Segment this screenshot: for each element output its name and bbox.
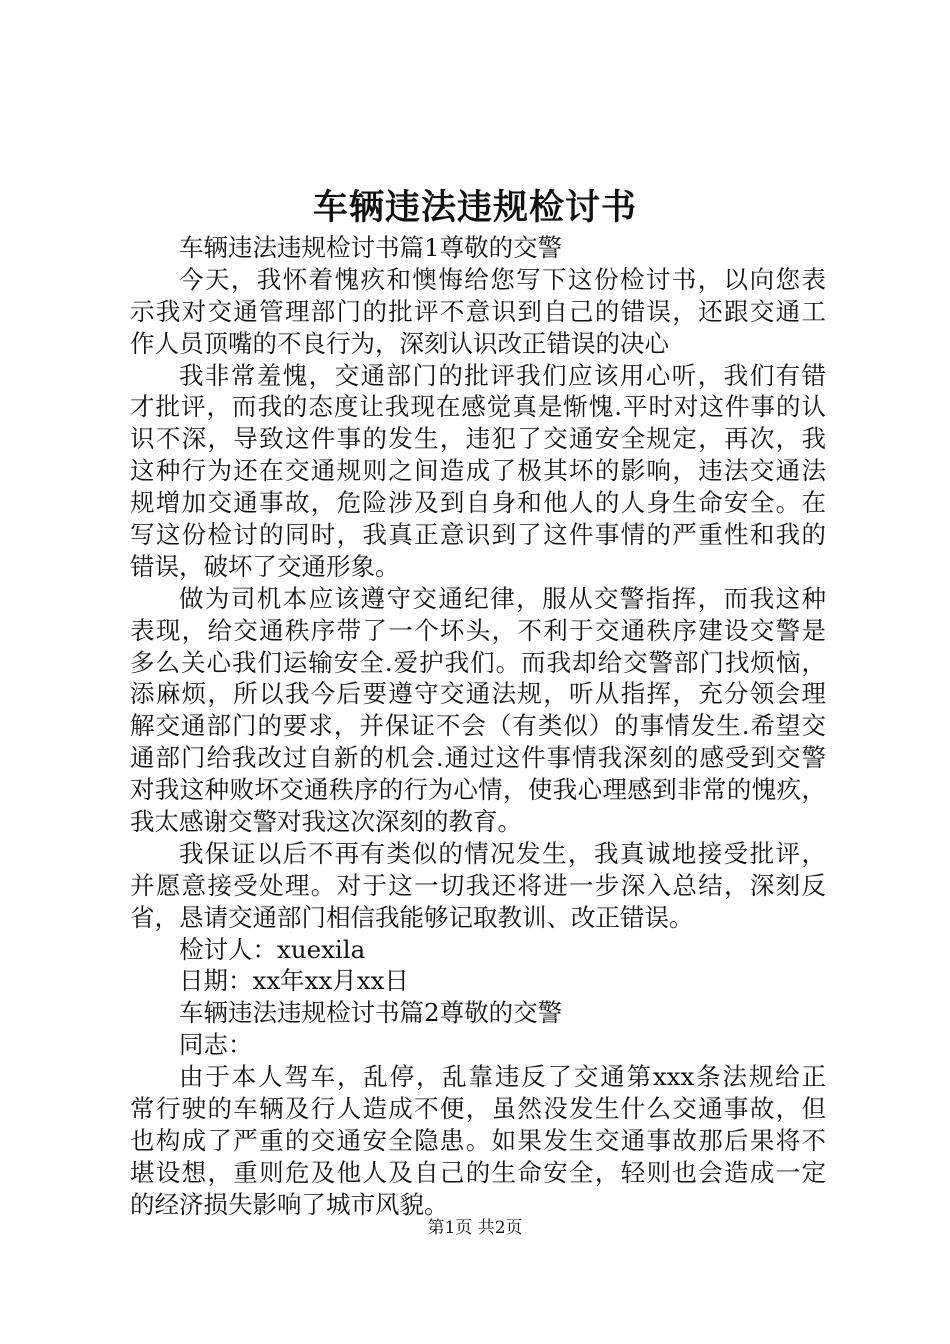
page-title: 车辆违法违规检讨书	[312, 187, 637, 228]
text-line: 规增加交通事故，危险涉及到自身和他人的人身生命安全。在	[130, 488, 826, 518]
text-line: 做为司机本应该遵守交通纪律，服从交警指挥，而我这种	[179, 583, 826, 613]
text-line: 才批评，而我的态度让我现在感觉真是惭愧.平时对这件事的认	[130, 392, 826, 422]
text-line: 车辆违法违规检讨书篇2尊敬的交警	[179, 998, 563, 1028]
text-line: 对我这种败坏交通秩序的行为心情，使我心理感到非常的愧疚，	[130, 775, 826, 805]
text-line: 这种行为还在交通规则之间造成了极其坏的影响，违法交通法	[130, 456, 826, 486]
text-line: 表现，给交通秩序带了一个坏头，不利于交通秩序建设交警是	[130, 615, 826, 645]
text-line: 今天，我怀着愧疚和懊悔给您写下这份检讨书，以向您表	[179, 264, 826, 294]
page-footer: 第1页 共2页	[427, 1218, 523, 1238]
text-line: 同志：	[179, 1030, 253, 1060]
text-line: 检讨人：xuexila	[179, 934, 366, 964]
text-line: 省，恳请交通部门相信我能够记取教训、改正错误。	[130, 902, 694, 932]
text-line: 示我对交通管理部门的批评不意识到自己的错误，还跟交通工	[130, 296, 826, 326]
text-line: 常行驶的车辆及行人造成不便，虽然没发生什么交通事故，但	[130, 1094, 826, 1124]
text-line: 日期：xx年xx月xx日	[179, 966, 409, 996]
text-line: 堪设想，重则危及他人及自己的生命安全，轻则也会造成一定	[130, 1157, 826, 1187]
text-line: 多么关心我们运输安全.爱护我们。而我却给交警部门找烦恼，	[130, 647, 826, 677]
text-line: 我保证以后不再有类似的情况发生，我真诚地接受批评，	[179, 838, 826, 868]
text-line: 的经济损失影响了城市风貌。	[130, 1189, 449, 1219]
text-line: 识不深，导致这件事的发生，违犯了交通安全规定，再次，我	[130, 424, 826, 454]
text-line: 由于本人驾车，乱停，乱靠违反了交通第xxx条法规给正	[179, 1062, 826, 1092]
text-line: 通部门给我改过自新的机会.通过这件事情我深刻的感受到交警	[130, 743, 826, 773]
text-line: 也构成了严重的交通安全隐患。如果发生交通事故那后果将不	[130, 1125, 826, 1155]
text-line: 解交通部门的要求，并保证不会（有类似）的事情发生.希望交	[130, 711, 826, 741]
text-line: 我非常羞愧，交通部门的批评我们应该用心听，我们有错	[179, 360, 826, 390]
text-line: 写这份检讨的同时，我真正意识到了这件事情的严重性和我的	[130, 520, 826, 550]
text-line: 添麻烦，所以我今后要遵守交通法规，听从指挥，充分领会理	[130, 679, 826, 709]
text-line: 我太感谢交警对我这次深刻的教育。	[130, 807, 522, 837]
document-body	[130, 232, 826, 1221]
text-line: 车辆违法违规检讨书篇1尊敬的交警	[179, 233, 563, 262]
text-line: 错误，破坏了交通形象。	[130, 551, 400, 581]
text-line: 并愿意接受处理。对于这一切我还将进一步深入总结，深刻反	[130, 870, 826, 900]
text-line: 作人员顶嘴的不良行为，深刻认识改正错误的决心	[130, 328, 669, 358]
